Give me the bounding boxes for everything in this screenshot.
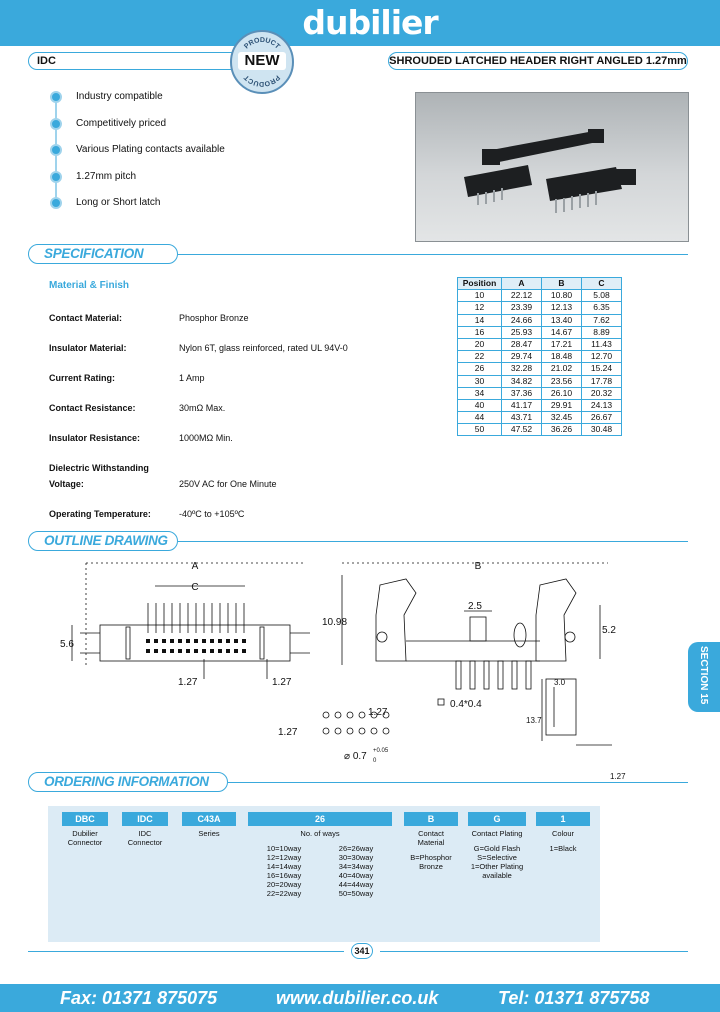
dimension-table-body xyxy=(458,290,622,436)
label-1-27-left: 1.27 xyxy=(178,677,198,688)
badge-top-text: PRODUCT xyxy=(243,36,281,51)
pageno-rule-right xyxy=(380,951,688,952)
bullet-icon xyxy=(50,197,62,209)
footer-website[interactable]: www.dubilier.co.uk xyxy=(276,988,439,1008)
table-row: 22 29.74 18.48 12.70 xyxy=(458,351,622,363)
front-view xyxy=(60,561,310,688)
bullet-icon xyxy=(50,91,62,103)
heading-rule xyxy=(228,782,688,783)
svg-text:PRODUCT xyxy=(243,37,281,51)
footer-fax: Fax: 01371 875075 xyxy=(60,988,218,1008)
bullet-icon xyxy=(50,118,62,130)
product-title: SHROUDED LATCHED HEADER RIGHT ANGLED 1.27mm xyxy=(388,52,688,70)
label-2-5: 2.5 xyxy=(468,601,482,612)
table-row: 44 43.71 32.45 26.67 xyxy=(458,412,622,424)
label-10-98: 10.98 xyxy=(322,617,348,628)
table-row: 40 41.17 29.91 24.13 xyxy=(458,399,622,411)
order-col-dbc: DBC Dubilier Connector xyxy=(62,812,108,847)
mount-hole-right xyxy=(565,632,575,642)
footer-band xyxy=(0,984,720,1012)
label-pin-section: 0.4*0.4 xyxy=(450,699,482,710)
latch-slot-right xyxy=(260,627,264,659)
pin-row-top xyxy=(148,603,244,633)
table-row: 26 32.28 21.02 15.24 xyxy=(458,363,622,375)
feature-item: Long or Short latch xyxy=(48,194,348,221)
feature-item: Competitively priced xyxy=(48,115,348,142)
feature-item: 1.27mm pitch xyxy=(48,168,348,195)
new-product-badge xyxy=(230,30,294,94)
label-1-27-right: 1.27 xyxy=(272,677,292,688)
pin-section-icon xyxy=(438,699,444,705)
order-col-plating: G Contact Plating G=Gold Flash S=Selective 1=Other Plating available xyxy=(468,812,526,880)
outline-drawing-heading: OUTLINE DRAWING xyxy=(28,531,688,551)
latch-slot-left xyxy=(126,627,130,659)
feature-list xyxy=(48,88,348,221)
heading-rule xyxy=(178,254,688,255)
table-row: 10 22.12 10.80 5.08 xyxy=(458,290,622,302)
order-col-colour: 1 Colour 1=Black xyxy=(536,812,590,853)
table-row: 14 24.66 13.40 7.62 xyxy=(458,314,622,326)
table-header-row: Position A B C xyxy=(458,278,622,290)
svg-text:PRODUCT xyxy=(243,73,281,87)
feature-item: Various Plating contacts available xyxy=(48,141,348,168)
label-hole-tol-bottom: 0 xyxy=(373,758,377,764)
pin-dots xyxy=(146,639,246,653)
order-col-idc: IDC IDC Connector xyxy=(122,812,168,847)
label-grid-1-27-left: 1.27 xyxy=(278,727,298,738)
page-number: 341 xyxy=(351,943,373,959)
table-row: 50 47.52 36.26 30.48 xyxy=(458,424,622,436)
table-row: 16 25.93 14.67 8.89 xyxy=(458,326,622,338)
section-tab: SECTION 15 xyxy=(688,642,720,712)
outline-drawing xyxy=(60,555,640,785)
side-profile-outline xyxy=(546,679,576,735)
label-1-27-bottom: 1.27 xyxy=(610,772,626,781)
label-13-7: 13.7 xyxy=(526,716,542,725)
latch-right xyxy=(536,579,576,661)
footer-tel: Tel: 01371 875758 xyxy=(498,988,650,1008)
feature-item: Industry compatible xyxy=(48,88,348,115)
order-col-series: C43A Series xyxy=(182,812,236,838)
boss-outline xyxy=(514,623,526,647)
mount-hole-left xyxy=(377,632,387,642)
ways-list-left: 10=10way 12=12way 14=14way 16=16way 20=20way 22=22way xyxy=(266,844,302,898)
pageno-rule-left xyxy=(28,951,344,952)
label-5-2: 5.2 xyxy=(602,625,616,636)
badge-new-label: NEW xyxy=(238,52,286,70)
connector-illustration xyxy=(416,93,690,243)
category-label: IDC xyxy=(28,52,258,70)
contact-outline xyxy=(470,617,486,641)
label-hole: ⌀ 0.7 xyxy=(344,751,367,762)
badge-bottom-text: PRODUCT xyxy=(243,73,281,88)
table-row: 30 34.82 23.56 17.78 xyxy=(458,375,622,387)
brand-logo: dubilier xyxy=(302,3,438,42)
ordering-panel xyxy=(48,806,600,942)
label-b: B xyxy=(474,561,482,572)
tail-pins xyxy=(456,661,531,689)
ordering-heading: ORDERING INFORMATION xyxy=(28,772,688,792)
table-row: 20 28.47 17.21 11.43 xyxy=(458,338,622,350)
dimension-table xyxy=(457,277,622,436)
heading-rule xyxy=(178,541,688,542)
order-col-ways: 26 No. of ways 10=10way 12=12way 14=14way 16=16way 20=20way 22=22way 26=26way 30=30way 34=34way 40=40way 44=44way 50=50way xyxy=(248,812,392,898)
label-a: A xyxy=(191,561,199,572)
bullet-icon xyxy=(50,171,62,183)
label-c: C xyxy=(191,582,199,593)
label-grid-1-27-top: 1.27 xyxy=(368,707,388,718)
label-hole-tol-top: +0.05 xyxy=(373,748,389,754)
latch-left xyxy=(376,579,416,661)
table-row: 34 37.36 26.10 20.32 xyxy=(458,387,622,399)
bullet-icon xyxy=(50,144,62,156)
specification-heading: SPECIFICATION xyxy=(28,244,688,264)
product-photo xyxy=(415,92,689,242)
side-view xyxy=(278,561,626,781)
label-5-6: 5.6 xyxy=(60,639,74,650)
label-3-0: 3.0 xyxy=(554,678,566,687)
header-band xyxy=(0,0,720,46)
order-col-material: B Contact Material B=Phosphor Bronze xyxy=(404,812,458,871)
ways-list-right: 26=26way 30=30way 34=34way 40=40way 44=44way 50=50way xyxy=(338,844,374,898)
material-finish-title: Material & Finish xyxy=(49,280,130,291)
table-row: 12 23.39 12.13 6.35 xyxy=(458,302,622,314)
